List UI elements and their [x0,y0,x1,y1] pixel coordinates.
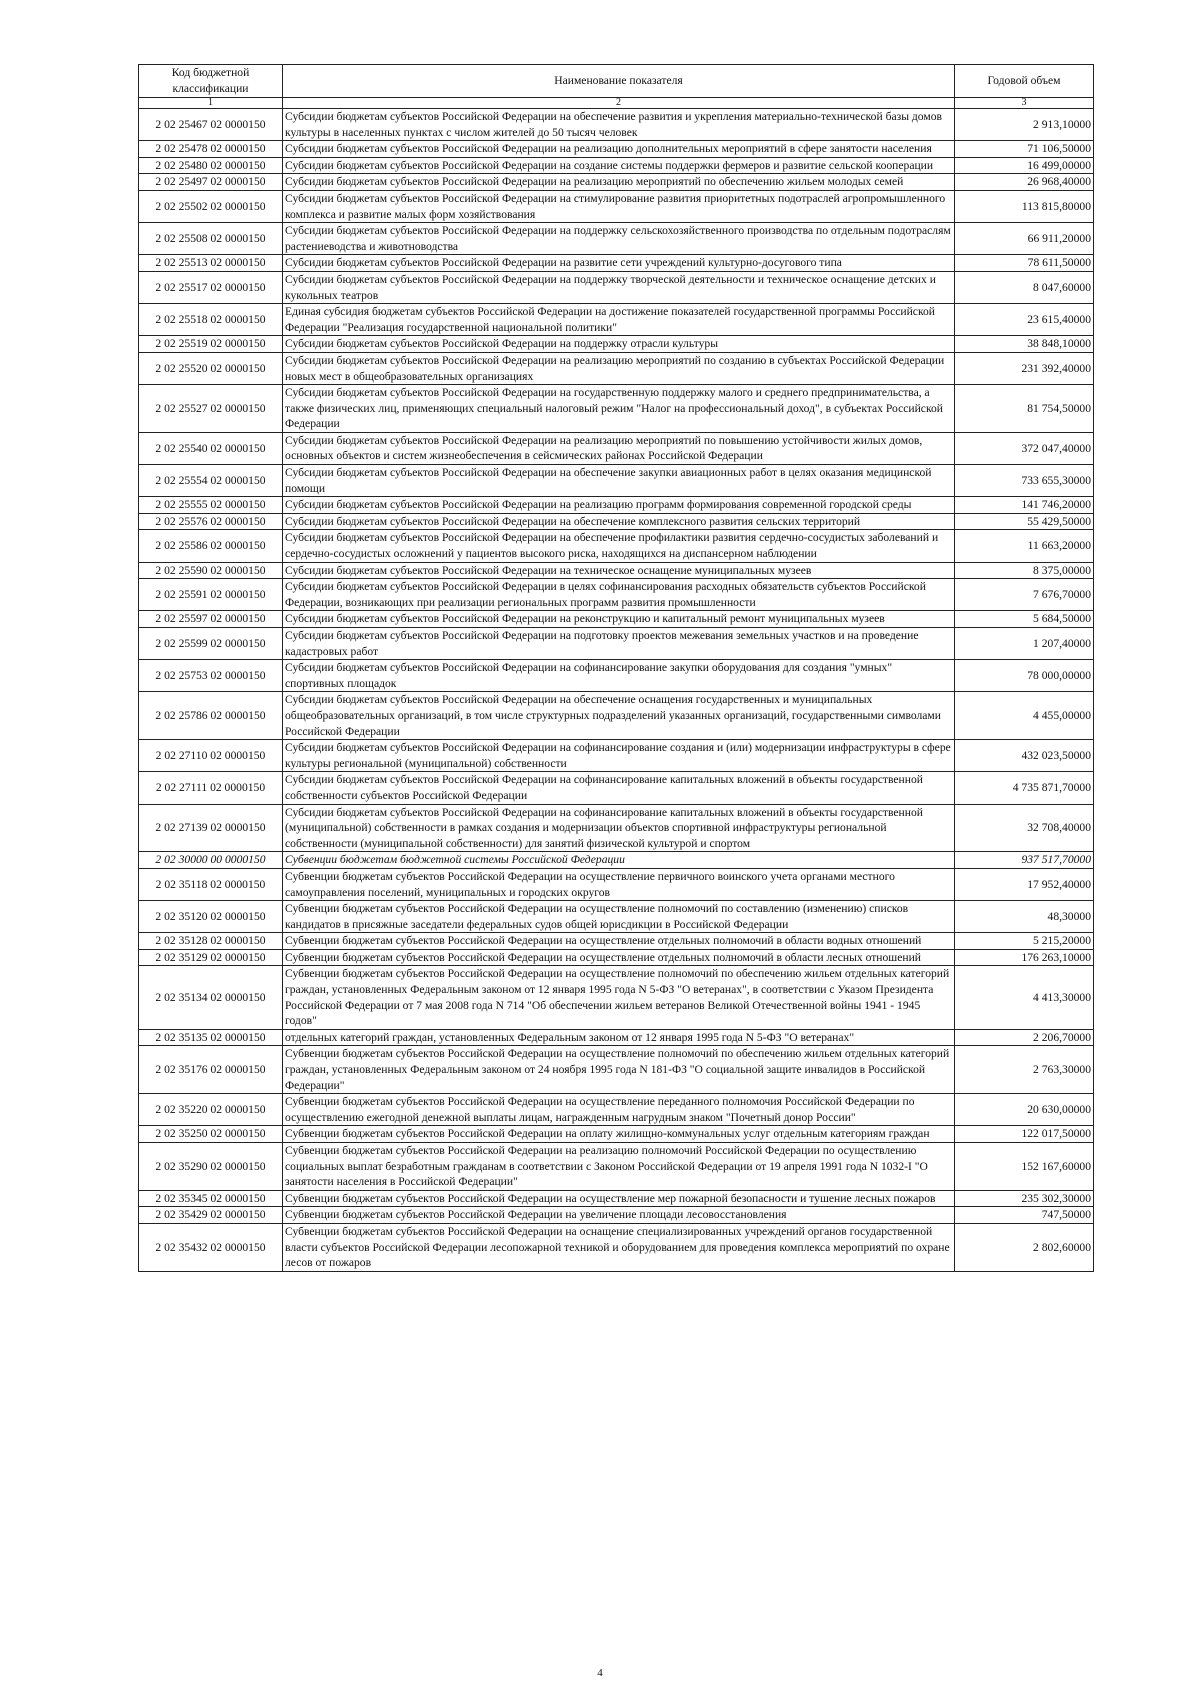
table-row [139,966,1094,1029]
indicator-name-cell: Субвенции бюджетам бюджетной системы Российской Федерации [283,852,955,869]
column-number: 3 [955,98,1094,109]
table-row [139,1190,1094,1207]
annual-volume-cell: 235 302,30000 [955,1190,1094,1207]
budget-code-cell: 2 02 35134 02 0000150 [139,966,283,1029]
indicator-name-cell: Единая субсидия бюджетам субъектов Российской Федерации на достижение показателей государственной программы Российской Федерации "Реализация государственной национальной политики" [283,304,955,336]
table-row [139,1223,1094,1271]
table-row [139,660,1094,692]
annual-volume-cell: 48,30000 [955,901,1094,933]
indicator-name-cell: Субсидии бюджетам субъектов Российской Федерации на государственную поддержку малого и среднего предпринимательства, а также физических лиц, применяющих специальный налоговый режим "Налог на профессиональный доход", в субъектах Российской Федерации [283,385,955,433]
indicator-name-cell: Субсидии бюджетам субъектов Российской Федерации на софинансирование капитальных вложений в объекты государственной собственности субъектов Российской Федерации [283,772,955,804]
indicator-name-cell: Субсидии бюджетам субъектов Российской Федерации на реконструкцию и капитальный ремонт муниципальных музеев [283,611,955,628]
annual-volume-cell: 81 754,50000 [955,385,1094,433]
annual-volume-cell: 16 499,00000 [955,157,1094,174]
indicator-name-cell: Субвенции бюджетам субъектов Российской Федерации на осуществление переданного полномочия Российской Федерации по осуществлению ежегодной денежной выплаты лицам, награжденным нагрудным знаком "Почетный донор России" [283,1094,955,1126]
indicator-name-cell: Субсидии бюджетам субъектов Российской Федерации на софинансирование закупки оборудования для создания "умных" спортивных площадок [283,660,955,692]
indicator-name-cell: Субвенции бюджетам субъектов Российской Федерации на осуществление полномочий по обеспечению жильем отдельных категорий граждан, установленных Федеральным законом от 12 января 1995 года N 5-ФЗ "О ветеранах", в соответствии с Указом Президента Российской Федерации от 7 мая 2008 года N 714 "Об обеспечении жильем ветеранов Великой Отечественной войны 1941 - 1945 годов" [283,966,955,1029]
annual-volume-cell: 71 106,50000 [955,141,1094,158]
annual-volume-cell: 78 611,50000 [955,255,1094,272]
budget-revenue-table [138,64,1094,1272]
budget-code-cell: 2 02 35120 02 0000150 [139,901,283,933]
budget-code-cell: 2 02 35220 02 0000150 [139,1094,283,1126]
annual-volume-cell: 1 207,40000 [955,628,1094,660]
annual-volume-cell: 7 676,70000 [955,579,1094,611]
budget-code-cell: 2 02 27110 02 0000150 [139,740,283,772]
budget-code-cell: 2 02 25597 02 0000150 [139,611,283,628]
column-number: 2 [283,98,955,109]
budget-code-cell: 2 02 35129 02 0000150 [139,949,283,966]
budget-code-cell: 2 02 25517 02 0000150 [139,271,283,303]
budget-code-cell: 2 02 25591 02 0000150 [139,579,283,611]
indicator-name-cell: Субсидии бюджетам субъектов Российской Федерации на софинансирование капитальных вложений в объекты государственной (муниципальной) собственности в рамках создания и модернизации объектов спортивной инфраструктуры региональной собственности (муниципальной собственности) для занятий физической культурой и спортом [283,804,955,852]
budget-code-cell: 2 02 25753 02 0000150 [139,660,283,692]
table-row [139,304,1094,336]
budget-code-cell: 2 02 25480 02 0000150 [139,157,283,174]
annual-volume-cell: 231 392,40000 [955,352,1094,384]
indicator-name-cell: Субсидии бюджетам субъектов Российской Федерации на обеспечение профилактики развития сердечно-сосудистых заболеваний и сердечно-сосудистых осложнений у пациентов высокого риска, находящихся на диспансерном наблюдении [283,530,955,562]
budget-code-cell: 2 02 25554 02 0000150 [139,465,283,497]
annual-volume-cell: 4 735 871,70000 [955,772,1094,804]
indicator-name-cell: Субвенции бюджетам субъектов Российской Федерации на осуществление полномочий по составлению (изменению) списков кандидатов в присяжные заседатели федеральных судов общей юрисдикции в Российской Федерации [283,901,955,933]
table-row [139,1126,1094,1143]
indicator-name-cell: Субсидии бюджетам субъектов Российской Федерации на обеспечение комплексного развития сельских территорий [283,513,955,530]
indicator-name-cell: Субвенции бюджетам субъектов Российской Федерации на увеличение площади лесовосстановления [283,1207,955,1224]
budget-code-cell: 2 02 25555 02 0000150 [139,497,283,514]
budget-code-cell: 2 02 25527 02 0000150 [139,385,283,433]
table-row [139,933,1094,950]
table-row [139,804,1094,852]
table-body [139,109,1094,1272]
budget-code-cell: 2 02 35250 02 0000150 [139,1126,283,1143]
annual-volume-cell: 26 968,40000 [955,174,1094,191]
table-row [139,740,1094,772]
indicator-name-cell: Субсидии бюджетам субъектов Российской Федерации на реализацию мероприятий по созданию в субъектах Российской Федерации новых мест в общеобразовательных организациях [283,352,955,384]
budget-code-cell: 2 02 35176 02 0000150 [139,1046,283,1094]
table-row [139,868,1094,900]
budget-code-cell: 2 02 25513 02 0000150 [139,255,283,272]
indicator-name-cell: Субсидии бюджетам субъектов Российской Федерации на поддержку творческой деятельности и техническое оснащение детских и кукольных театров [283,271,955,303]
budget-code-cell: 2 02 25497 02 0000150 [139,174,283,191]
budget-code-cell: 2 02 27139 02 0000150 [139,804,283,852]
annual-volume-cell: 78 000,00000 [955,660,1094,692]
table-row [139,772,1094,804]
budget-code-cell: 2 02 25540 02 0000150 [139,432,283,464]
annual-volume-cell: 141 746,20000 [955,497,1094,514]
indicator-name-cell: Субвенции бюджетам субъектов Российской Федерации на оснащение специализированных учреждений органов государственной власти субъектов Российской Федерации лесопожарной техникой и оборудованием для проведения комплекса мероприятий по охране лесов от пожаров [283,1223,955,1271]
annual-volume-cell: 66 911,20000 [955,223,1094,255]
table-row [139,692,1094,740]
indicator-name-cell: Субсидии бюджетам субъектов Российской Федерации на техническое оснащение муниципальных музеев [283,562,955,579]
annual-volume-cell: 17 952,40000 [955,868,1094,900]
annual-volume-cell: 32 708,40000 [955,804,1094,852]
annual-volume-cell: 23 615,40000 [955,304,1094,336]
annual-volume-cell: 55 429,50000 [955,513,1094,530]
annual-volume-cell: 733 655,30000 [955,465,1094,497]
annual-volume-cell: 113 815,80000 [955,190,1094,222]
indicator-name-cell: Субвенции бюджетам субъектов Российской Федерации на осуществление мер пожарной безопасности и тушение лесных пожаров [283,1190,955,1207]
table-row [139,562,1094,579]
table-row [139,271,1094,303]
column-number-row [139,98,1094,109]
indicator-name-cell: Субвенции бюджетам субъектов Российской Федерации на осуществление отдельных полномочий в области лесных отношений [283,949,955,966]
annual-volume-cell: 8 047,60000 [955,271,1094,303]
annual-volume-cell: 372 047,40000 [955,432,1094,464]
table-row [139,530,1094,562]
indicator-name-cell: Субвенции бюджетам субъектов Российской Федерации на реализацию полномочий Российской Федерации по осуществлению социальных выплат безработным гражданам в соответствии с Законом Российской Федерации от 19 апреля 1991 года N 1032-I "О занятости населения в Российской Федерации" [283,1143,955,1191]
budget-code-cell: 2 02 25467 02 0000150 [139,109,283,141]
table-row [139,1143,1094,1191]
table-row [139,174,1094,191]
indicator-name-cell: Субсидии бюджетам субъектов Российской Федерации на поддержку отрасли культуры [283,336,955,353]
annual-volume-cell: 2 913,10000 [955,109,1094,141]
budget-code-cell: 2 02 35128 02 0000150 [139,933,283,950]
budget-code-cell: 2 02 35118 02 0000150 [139,868,283,900]
table-header-row [139,65,1094,98]
annual-volume-cell: 5 215,20000 [955,933,1094,950]
indicator-name-cell: Субсидии бюджетам субъектов Российской Федерации на софинансирование создания и (или) модернизации инфраструктуры в сфере культуры региональной (муниципальной) собственности [283,740,955,772]
indicator-name-cell: Субсидии бюджетам субъектов Российской Федерации на реализацию мероприятий по повышению устойчивости жилых домов, основных объектов и систем жизнеобеспечения в сейсмических районах Российской Федерации [283,432,955,464]
indicator-name-cell: отдельных категорий граждан, установленных Федеральным законом от 12 января 1995 года N 5-ФЗ "О ветеранах" [283,1029,955,1046]
annual-volume-cell: 38 848,10000 [955,336,1094,353]
table-row [139,465,1094,497]
budget-code-cell: 2 02 25519 02 0000150 [139,336,283,353]
indicator-name-cell: Субвенции бюджетам субъектов Российской Федерации на оплату жилищно-коммунальных услуг отдельным категориям граждан [283,1126,955,1143]
annual-volume-cell: 4 413,30000 [955,966,1094,1029]
table-row [139,385,1094,433]
indicator-name-cell: Субсидии бюджетам субъектов Российской Федерации на создание системы поддержки фермеров и развитие сельской кооперации [283,157,955,174]
annual-volume-cell: 176 263,10000 [955,949,1094,966]
budget-code-cell: 2 02 25518 02 0000150 [139,304,283,336]
indicator-name-cell: Субвенции бюджетам субъектов Российской Федерации на осуществление отдельных полномочий в области водных отношений [283,933,955,950]
indicator-name-cell: Субсидии бюджетам субъектов Российской Федерации на развитие сети учреждений культурно-досугового типа [283,255,955,272]
table-row [139,109,1094,141]
budget-code-cell: 2 02 35135 02 0000150 [139,1029,283,1046]
table-row [139,628,1094,660]
budget-code-cell: 2 02 25576 02 0000150 [139,513,283,530]
budget-code-cell: 2 02 25508 02 0000150 [139,223,283,255]
indicator-name-cell: Субсидии бюджетам субъектов Российской Федерации на обеспечение закупки авиационных работ в целях оказания медицинской помощи [283,465,955,497]
annual-volume-cell: 122 017,50000 [955,1126,1094,1143]
budget-code-cell: 2 02 35345 02 0000150 [139,1190,283,1207]
table-row [139,1207,1094,1224]
annual-volume-cell: 11 663,20000 [955,530,1094,562]
indicator-name-cell: Субсидии бюджетам субъектов Российской Федерации на реализацию программ формирования современной городской среды [283,497,955,514]
table-row [139,432,1094,464]
budget-code-cell: 2 02 25599 02 0000150 [139,628,283,660]
column-number: 1 [139,98,283,109]
table-row [139,157,1094,174]
table-row [139,901,1094,933]
table-row [139,336,1094,353]
indicator-name-cell: Субсидии бюджетам субъектов Российской Федерации на реализацию дополнительных мероприятий в сфере занятости населения [283,141,955,158]
table-row [139,1094,1094,1126]
annual-volume-cell: 8 375,00000 [955,562,1094,579]
table-row [139,1029,1094,1046]
page-number: 4 [597,1667,603,1679]
table-row [139,223,1094,255]
table-row [139,611,1094,628]
indicator-name-cell: Субвенции бюджетам субъектов Российской Федерации на осуществление первичного воинского учета органами местного самоуправления поселений, муниципальных и городских округов [283,868,955,900]
budget-code-cell: 2 02 35429 02 0000150 [139,1207,283,1224]
indicator-name-cell: Субсидии бюджетам субъектов Российской Федерации в целях софинансирования расходных обязательств субъектов Российской Федерации, возникающих при реализации региональных программ развития промышленности [283,579,955,611]
annual-volume-cell: 20 630,00000 [955,1094,1094,1126]
budget-code-cell: 2 02 25502 02 0000150 [139,190,283,222]
indicator-name-cell: Субсидии бюджетам субъектов Российской Федерации на обеспечение развития и укрепления материально-технической базы домов культуры в населенных пунктах с числом жителей до 50 тысяч человек [283,109,955,141]
table-row [139,352,1094,384]
annual-volume-cell: 2 206,70000 [955,1029,1094,1046]
budget-code-cell: 2 02 25478 02 0000150 [139,141,283,158]
budget-code-cell: 2 02 35432 02 0000150 [139,1223,283,1271]
indicator-name-cell: Субсидии бюджетам субъектов Российской Федерации на стимулирование развития приоритетных подотраслей агропромышленного комплекса и развитие малых форм хозяйствования [283,190,955,222]
indicator-name-cell: Субсидии бюджетам субъектов Российской Федерации на поддержку сельскохозяйственного производства по отдельным подотраслям растениеводства и животноводства [283,223,955,255]
indicator-name-cell: Субсидии бюджетам субъектов Российской Федерации на подготовку проектов межевания земельных участков и на проведение кадастровых работ [283,628,955,660]
annual-volume-cell: 2 802,60000 [955,1223,1094,1271]
budget-code-cell: 2 02 25586 02 0000150 [139,530,283,562]
table-row [139,949,1094,966]
annual-volume-cell: 747,50000 [955,1207,1094,1224]
annual-volume-cell: 5 684,50000 [955,611,1094,628]
budget-code-cell: 2 02 35290 02 0000150 [139,1143,283,1191]
header-name: Наименование показателя [283,65,955,98]
annual-volume-cell: 4 455,00000 [955,692,1094,740]
indicator-name-cell: Субсидии бюджетам субъектов Российской Федерации на реализацию мероприятий по обеспечению жильем молодых семей [283,174,955,191]
budget-code-cell: 2 02 25520 02 0000150 [139,352,283,384]
annual-volume-cell: 2 763,30000 [955,1046,1094,1094]
budget-code-cell: 2 02 27111 02 0000150 [139,772,283,804]
table-row [139,513,1094,530]
header-volume: Годовой объем [955,65,1094,98]
annual-volume-cell: 152 167,60000 [955,1143,1094,1191]
header-code: Код бюджетной классификации [139,65,283,98]
table-row [139,497,1094,514]
table-row [139,190,1094,222]
budget-code-cell: 2 02 25786 02 0000150 [139,692,283,740]
table-row [139,579,1094,611]
indicator-name-cell: Субвенции бюджетам субъектов Российской Федерации на осуществление полномочий по обеспечению жильем отдельных категорий граждан, установленных Федеральным законом от 24 ноября 1995 года N 181-ФЗ "О социальной защите инвалидов в Российской Федерации" [283,1046,955,1094]
budget-code-cell: 2 02 30000 00 0000150 [139,852,283,869]
indicator-name-cell: Субсидии бюджетам субъектов Российской Федерации на обеспечение оснащения государственных и муниципальных общеобразовательных организаций, в том числе структурных подразделений указанных организаций, государственными символами Российской Федерации [283,692,955,740]
table-row [139,141,1094,158]
table-row [139,255,1094,272]
budget-code-cell: 2 02 25590 02 0000150 [139,562,283,579]
table-row [139,1046,1094,1094]
annual-volume-cell: 432 023,50000 [955,740,1094,772]
table-row [139,852,1094,869]
annual-volume-cell: 937 517,70000 [955,852,1094,869]
